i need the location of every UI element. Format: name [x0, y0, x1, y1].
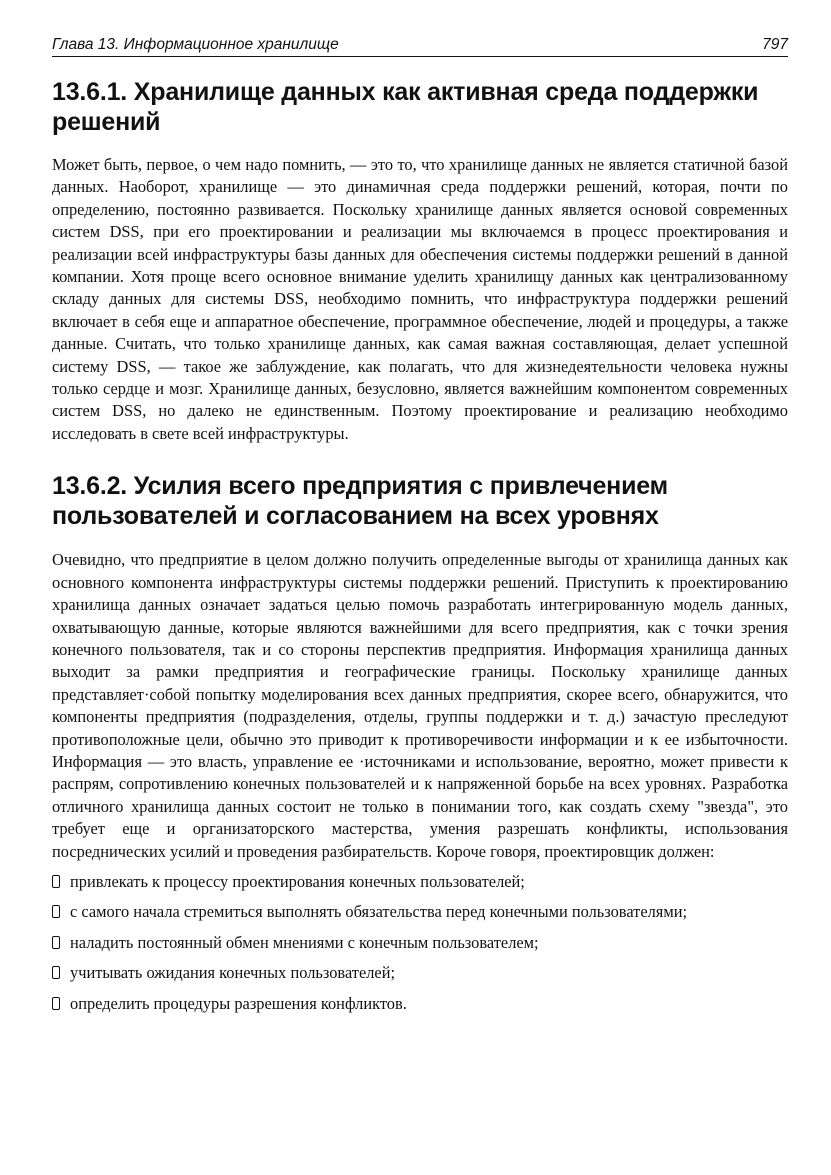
list-item — [52, 871, 788, 893]
list-item-text: привлекать к процессу проектирования конечных пользователей; — [70, 871, 525, 891]
list-item — [52, 993, 788, 1015]
square-bullet-icon — [52, 932, 70, 949]
square-bullet-icon — [52, 901, 70, 918]
running-header — [52, 36, 788, 57]
square-bullet-icon — [52, 962, 70, 979]
list-item — [52, 901, 788, 923]
list-item-text: с самого начала стремиться выполнять обязательства перед конечными пользователями; — [70, 902, 688, 922]
section-paragraph-13-6-2: Очевидно, что предприятие в целом должно получить определенные выгоды от хранилища данных как основного компонента инфраструктуры системы поддержки решений. Приступить к проектированию хранилища данных означает задаться целью помочь разработать интегрированную модель данных, охватывающую данные, которые являются важнейшими для всего предприятия, как с точки зрения конечного пользователя, так и со стороны перспектив предприятия. Информация хранилища данных выходит за рамки предприятия и географические границы. Поскольку хранилище данных представляет·собой попытку моделирования всех данных предприятия, скорее всего, обнаружится, что компоненты предприятия (подразделения, отделы, группы поддержки и т. д.) зачастую преследуют противоположные цели, обычно это приводит к противоречивости информации и к ее избыточности. Информация — это власть, управление ее ·источниками и использование, вероятно, может привести к распрям, сопротивлению конечных пользователей и к напряженной борьбе на всех уровнях. Разработка отличного хранилища данных состоит не только в понимании того, как создать схему "звезда", это требует еще и организаторского мастерства, умения разрешать конфликты, использования посреднических усилий и проведения разбирательств. Короче говоря, проектировщик должен: — [52, 550, 788, 861]
list-item — [52, 962, 788, 984]
list-item-text: учитывать ожидания конечных пользователей; — [70, 963, 396, 983]
square-bullet-icon — [52, 993, 70, 1010]
chapter-title: Глава 13. Информационное хранилище — [52, 36, 339, 53]
page-number: 797 — [762, 36, 788, 53]
section-heading-13-6-1: 13.6.1. Хранилище данных как активная среда поддержки решений — [52, 78, 759, 136]
designer-duties-list — [52, 871, 788, 1015]
list-item-text: наладить постоянный обмен мнениями с конечным пользователем; — [70, 932, 539, 952]
book-page — [52, 36, 788, 1015]
list-item-text: определить процедуры разрешения конфликтов. — [70, 993, 407, 1013]
square-bullet-icon — [52, 871, 70, 888]
list-item — [52, 932, 788, 954]
section-paragraph-13-6-1: Может быть, первое, о чем надо помнить, — это то, что хранилище данных не является статичной базой данных. Наоборот, хранилище — это динамичная среда поддержки решений, которая, почти по определению, постоянно развивается. Поскольку хранилище данных является основой современных систем DSS, при его проектировании и реализации мы включаемся в процесс проектирования и реализации всей инфраструктуры базы данных для обеспечения системы поддержки решений в данной компании. Хотя проще всего основное внимание уделить хранилищу данных как централизованному складу данных для системы DSS, необходимо помнить, что инфраструктура поддержки решений включает в себя еще и аппаратное обеспечение, программное обеспечение, людей и процедуры, а также данные. Считать, что только хранилище данных, как самая важная составляющая, делает успешной систему DSS, — такое же заблуждение, как полагать, что для жизнедеятельности человека нужны только сердце и мозг. Хранилище данных, безусловно, является важнейшим компонентом современных систем DSS, но далеко не единственным. Поэтому проектирование и реализацию необходимо исследовать в свете всей инфраструктуры. — [52, 155, 788, 443]
section-heading-13-6-2: 13.6.2. Усилия всего предприятия с привлечением пользователей и согласованием на всех уровнях — [52, 472, 668, 531]
